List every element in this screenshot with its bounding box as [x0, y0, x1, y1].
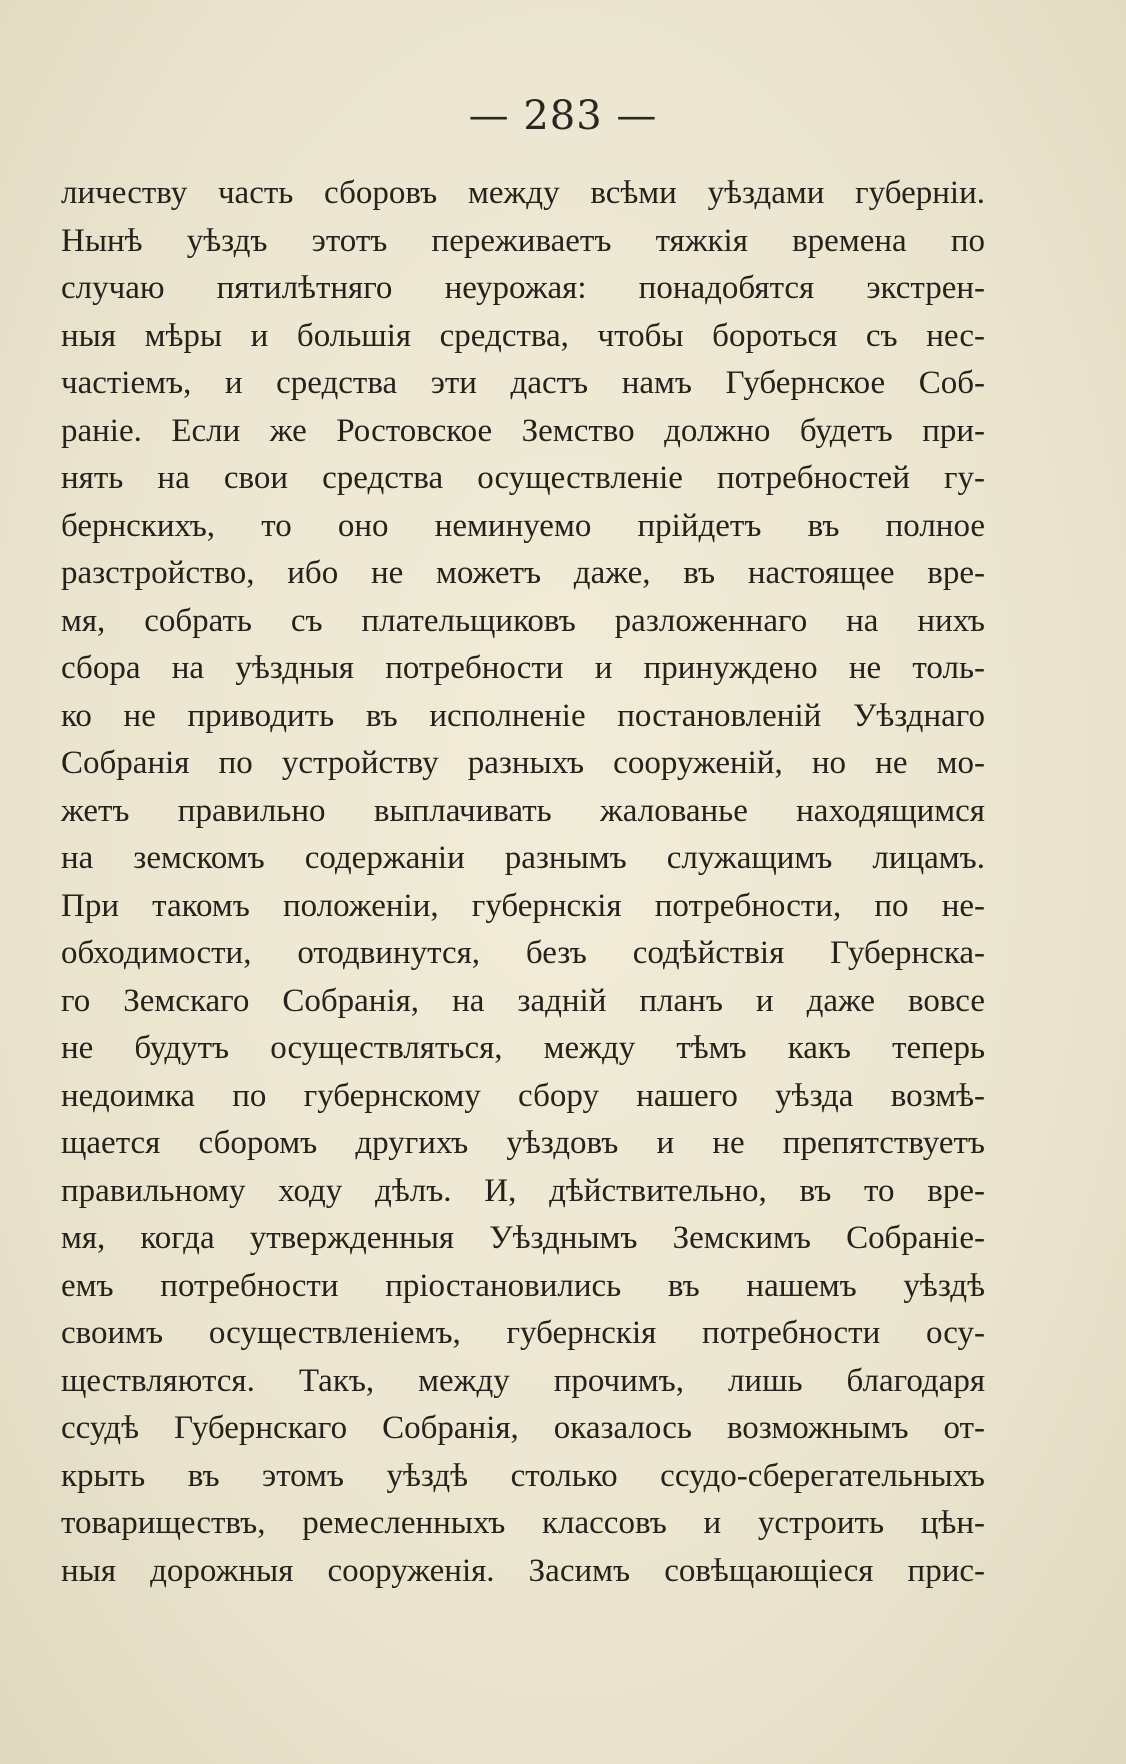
text-line: товариществъ, ремесленныхъ классовъ и устроить цѣн- — [61, 1505, 985, 1541]
text-line: не будутъ осуществляться, между тѣмъ какъ теперь — [61, 1030, 985, 1066]
text-line: ществляются. Такъ, между прочимъ, лишь благодаря — [61, 1362, 985, 1399]
text-line: Собранія по устройству разныхъ сооруженій, но не мо- — [61, 745, 985, 781]
text-line: раніе. Если же Ростовское Земство должно будетъ при- — [61, 412, 985, 449]
text-line: ссудѣ Губернскаго Собранія, оказалось возможнымъ от- — [61, 1410, 985, 1446]
text-line: разстройство, ибо не можетъ даже, въ настоящее вре- — [61, 555, 985, 591]
body-text — [61, 170, 985, 1595]
text-line: ныя мѣры и большія средства, чтобы бороться съ нес- — [61, 317, 985, 354]
text-line: При такомъ положеніи, губернскія потребности, по не- — [61, 887, 985, 924]
text-line: нять на свои средства осуществленіе потребностей гу- — [61, 460, 985, 496]
text-line: мя, собрать съ плательщиковъ разложеннаго на нихъ — [61, 602, 985, 639]
text-line: на земскомъ содержаніи разнымъ служащимъ лицамъ. — [61, 840, 985, 876]
text-line: сбора на уѣздныя потребности и принуждено не толь- — [61, 650, 985, 686]
text-line: частіемъ, и средства эти дастъ намъ Губернское Соб- — [61, 365, 985, 401]
text-line: личеству часть сборовъ между всѣми уѣздами губерніи. — [61, 175, 985, 211]
text-line: своимъ осуществленіемъ, губернскія потребности осу- — [61, 1315, 985, 1351]
text-line: Нынѣ уѣздъ этотъ переживаетъ тяжкія времена по — [61, 222, 985, 259]
page-number: — 283 — — [468, 93, 658, 139]
text-line: бернскихъ, то оно неминуемо прійдетъ въ полное — [61, 507, 985, 544]
text-line: щается сборомъ другихъ уѣздовъ и не препятствуетъ — [61, 1125, 985, 1161]
text-line: случаю пятилѣтняго неурожая: понадобятся экстрен- — [61, 270, 985, 306]
text-line: емъ потребности пріостановились въ нашемъ уѣздѣ — [61, 1267, 985, 1304]
text-line: го Земскаго Собранія, на задній планъ и даже вовсе — [61, 982, 985, 1019]
text-line: правильному ходу дѣлъ. И, дѣйствительно, въ то вре- — [61, 1172, 985, 1209]
text-line: ко не приводить въ исполненіе постановленій Уѣзднаго — [61, 697, 985, 734]
text-line: жетъ правильно выплачивать жалованье находящимся — [61, 792, 985, 829]
text-line: крыть въ этомъ уѣздѣ столько ссудо-сберегательныхъ — [61, 1457, 985, 1494]
text-line: мя, когда утвержденныя Уѣзднымъ Земскимъ Собраніе- — [61, 1220, 985, 1256]
text-line: обходимости, отодвинутся, безъ содѣйствія Губернска- — [61, 935, 985, 971]
text-line: недоимка по губернскому сбору нашего уѣзда возмѣ- — [61, 1077, 985, 1114]
text-line: ныя дорожныя сооруженія. Засимъ совѣщающіеся прис- — [61, 1552, 985, 1589]
